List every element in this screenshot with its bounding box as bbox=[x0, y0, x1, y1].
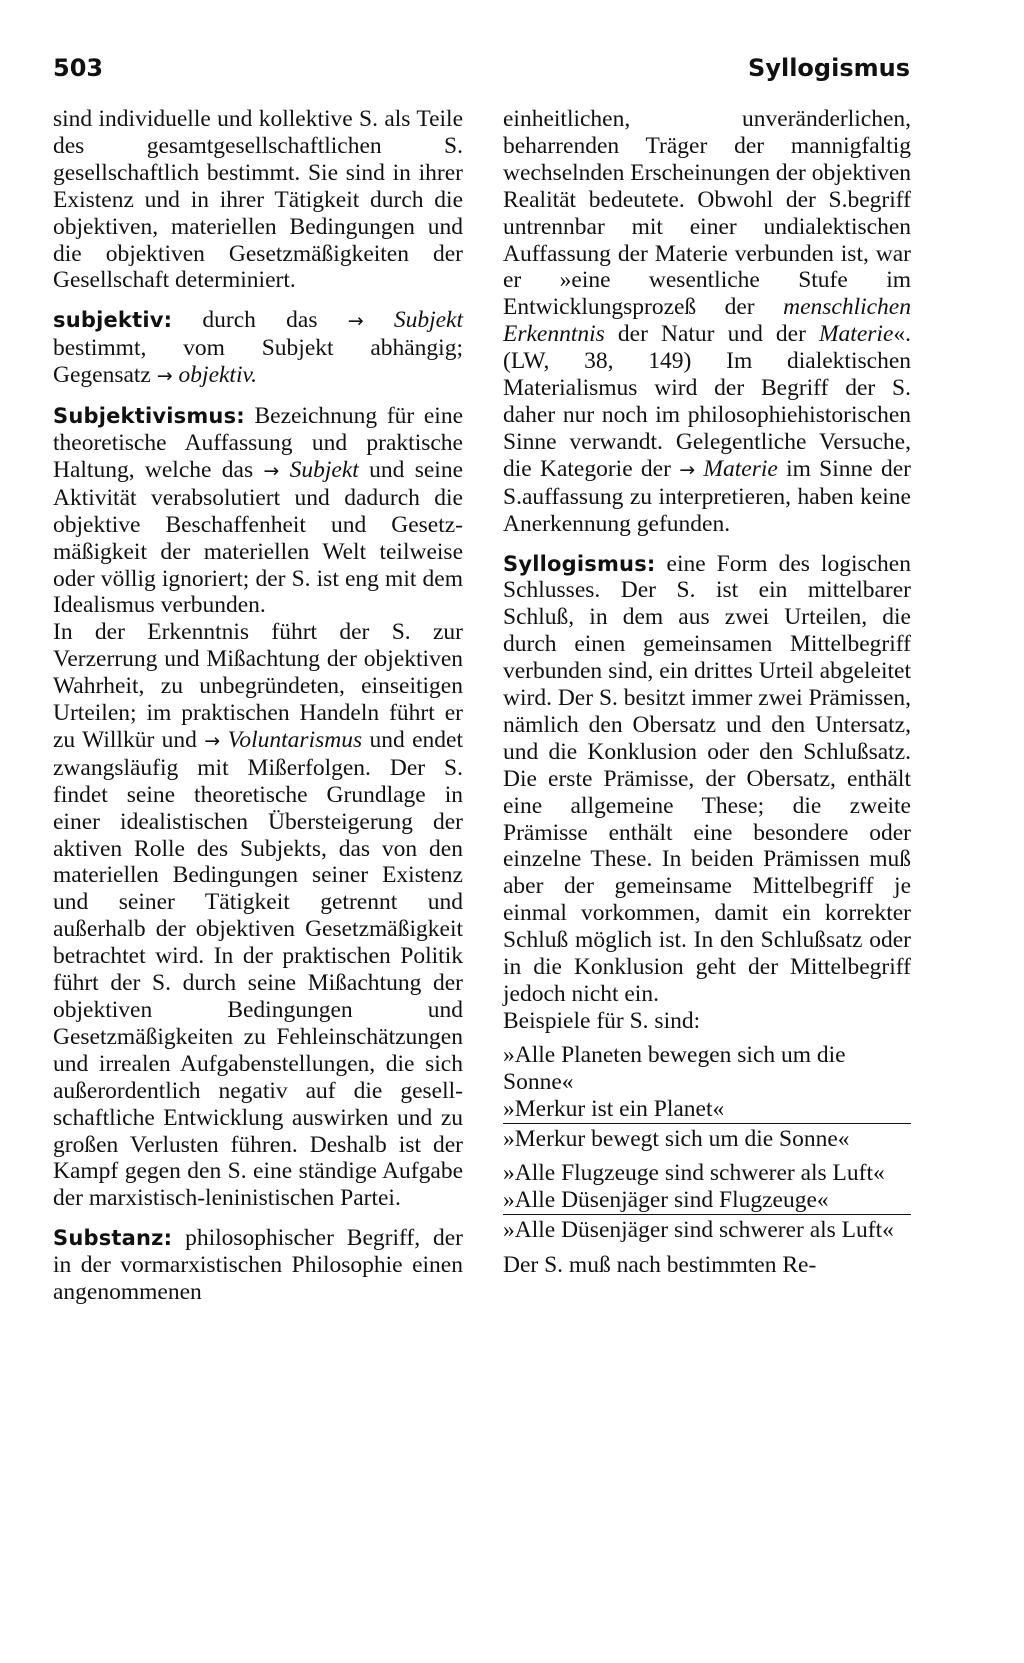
entry-text: und seine Aktivität verabsolutiert und dadurch die objektive Beschaffenheit und Gesetzmäßigkeit der materiellen Welt teilweise oder völlig ignoriert; der S. ist eng mit dem Idealismus verbunden. bbox=[53, 456, 463, 619]
cross-reference: objektiv. bbox=[178, 362, 258, 389]
right-column bbox=[503, 106, 911, 1279]
cross-reference: Subjekt bbox=[289, 456, 359, 483]
cross-reference-arrow-icon: → bbox=[204, 729, 221, 752]
conclusion: »Alle Düsenjäger sind schwerer als Luft« bbox=[503, 1217, 894, 1244]
entry-text: der Natur und der bbox=[604, 321, 819, 348]
quote-emphasis: Materie bbox=[818, 321, 894, 348]
entry-text: bestimmt, vom Subjekt abhängig; Gegensatz bbox=[53, 335, 463, 389]
entry-text: philosophischer Begriff, der in der vormarxistischen Philosophie einen angenommenen bbox=[53, 1225, 463, 1306]
headword: Substanz: bbox=[53, 1226, 173, 1251]
running-head: Syllogismus bbox=[748, 54, 910, 82]
entry-subjektivismus bbox=[53, 403, 463, 619]
entry-subjektiv bbox=[53, 307, 463, 390]
headword: Subjektivismus: bbox=[53, 404, 245, 429]
headword: subjektiv: bbox=[53, 308, 173, 333]
entry-text: durch das bbox=[172, 307, 348, 334]
cross-reference: Voluntarismus bbox=[227, 726, 363, 753]
cross-reference-arrow-icon: → bbox=[347, 310, 364, 333]
cross-reference: Materie bbox=[703, 455, 778, 482]
page-number: 503 bbox=[53, 54, 104, 82]
syllogism-example-1 bbox=[503, 1042, 911, 1153]
entry-subjektivismus-continued bbox=[53, 619, 463, 1212]
paragraph-continues: Der S. muß nach bestimmten Re- bbox=[503, 1252, 817, 1279]
entry-text: im Sinne der S.auffassung zu interpretieren, haben keine Anerkennung gefunden. bbox=[503, 455, 911, 537]
cross-reference-arrow-icon: → bbox=[263, 459, 280, 482]
cross-reference-arrow-icon: → bbox=[679, 458, 696, 481]
entry-text: und endet zwangsläufig mit Mißerfolgen. Der S. findet seine theoretische Grundlage in einer idealistischen Übersteigerung der aktiven Rolle des Subjekts, das von den materiellen Bedingungen seiner Existenz und seiner Tätigkeit getrennt und außerhalb der objektiven Gesetzmäßigkeit betrachtet wird. In der praktischen Politik führt der S. durch seine Mißachtung der objektiven Bedingungen und Gesetzmäßigkeiten zu Fehleinschätzungen und irrealen Aufgabenstellungen, die sich außerordentlich negativ auf die gesellschaftliche Entwicklung auswirken und zu großen Verlusten führen. Deshalb ist der Kampf gegen den S. eine ständige Aufgabe der marxistisch-leninistischen Partei. bbox=[53, 726, 464, 1212]
entry-text: In der Erkenntnis führt der S. zur Verzerrung und Mißachtung der objektiven Wahrheit, zu unbegründeten, einseitigen Urteilen; im praktischen Handeln führt er zu Willkür und bbox=[53, 619, 463, 753]
premise-major: »Alle Flugzeuge sind schwerer als Luft« bbox=[503, 1160, 885, 1187]
premise-major: »Alle Planeten bewegen sich um die Sonne« bbox=[503, 1041, 846, 1095]
entry-text: einheitlichen, unveränderlichen, beharrenden Träger der mannigfaltig wechselnden Erscheinungen der objektiven Realität bedeutete. Obwohl der S.begriff untrennbar mit einer undialektischen Auffassung der Materie verbunden ist, war er »eine wesentliche Stufe im Entwicklungsprozeß der bbox=[503, 106, 911, 321]
cross-reference: Subjekt bbox=[393, 307, 463, 334]
entry-text: Bezeichnung für eine theoretische Auffassung und praktische Haltung, welche das bbox=[53, 403, 463, 483]
left-column bbox=[53, 106, 463, 1306]
premise-minor: »Merkur ist ein Planet« bbox=[503, 1096, 911, 1124]
entry-text: eine Form des logischen Schlusses. Der S. ist ein mittelbarer Schluß, in dem aus zwei Urteilen, die durch einen gemeinsamen Mittelbegriff verbunden sind, ein drittes Urteil abgeleitet wird. Der S. besitzt immer zwei Prämissen, nämlich den Obersatz und den Untersatz, und die Konklusion oder den Schlußsatz. Die erste Prämisse, der Obersatz, enthält eine allgemeine These; die zweite Prämisse enthält eine besondere oder einzelne These. In beiden Prämissen muß aber der gemeinsame Mittelbegriff je einmal vorkommen, damit ein korrekter Schluß möglich ist. In den Schlußsatz oder in die Konklusion geht der Mittelbegriff jedoch nicht ein. bbox=[503, 550, 911, 1007]
cross-reference-arrow-icon: → bbox=[156, 365, 173, 388]
headword: Syllogismus: bbox=[503, 551, 656, 576]
entry-substanz bbox=[53, 1225, 463, 1306]
premise-minor: »Alle Düsenjäger sind Flugzeuge« bbox=[503, 1187, 911, 1215]
entry-text: «. (LW, 38, 149) Im dialektischen Materialismus wird der Begriff der S. daher nur noch im philosophiehistorischen Sinne verwandt. Gelegentliche Versuche, die Kategorie der bbox=[503, 321, 911, 482]
entry-syllogismus bbox=[503, 551, 911, 1008]
examples-intro: Beispiele für S. sind: bbox=[503, 1007, 701, 1034]
paragraph-continuation: sind individuelle und kollektive S. als Teile des gesamtgesellschaftlichen S. gesellschaftlich bestimmt. Sie sind in ihrer Existenz und in ihrer Tätigkeit durch die objektiven, materiellen Bedingungen und die objektiven Gesetzmäßigkeiten der Gesellschaft determiniert. bbox=[53, 106, 463, 294]
entry-substanz-continued bbox=[503, 106, 911, 538]
quote-emphasis: menschlichen Erkenntnis bbox=[503, 294, 911, 348]
conclusion: »Merkur bewegt sich um die Sonne« bbox=[503, 1125, 850, 1152]
syllogism-example-2 bbox=[503, 1160, 911, 1244]
